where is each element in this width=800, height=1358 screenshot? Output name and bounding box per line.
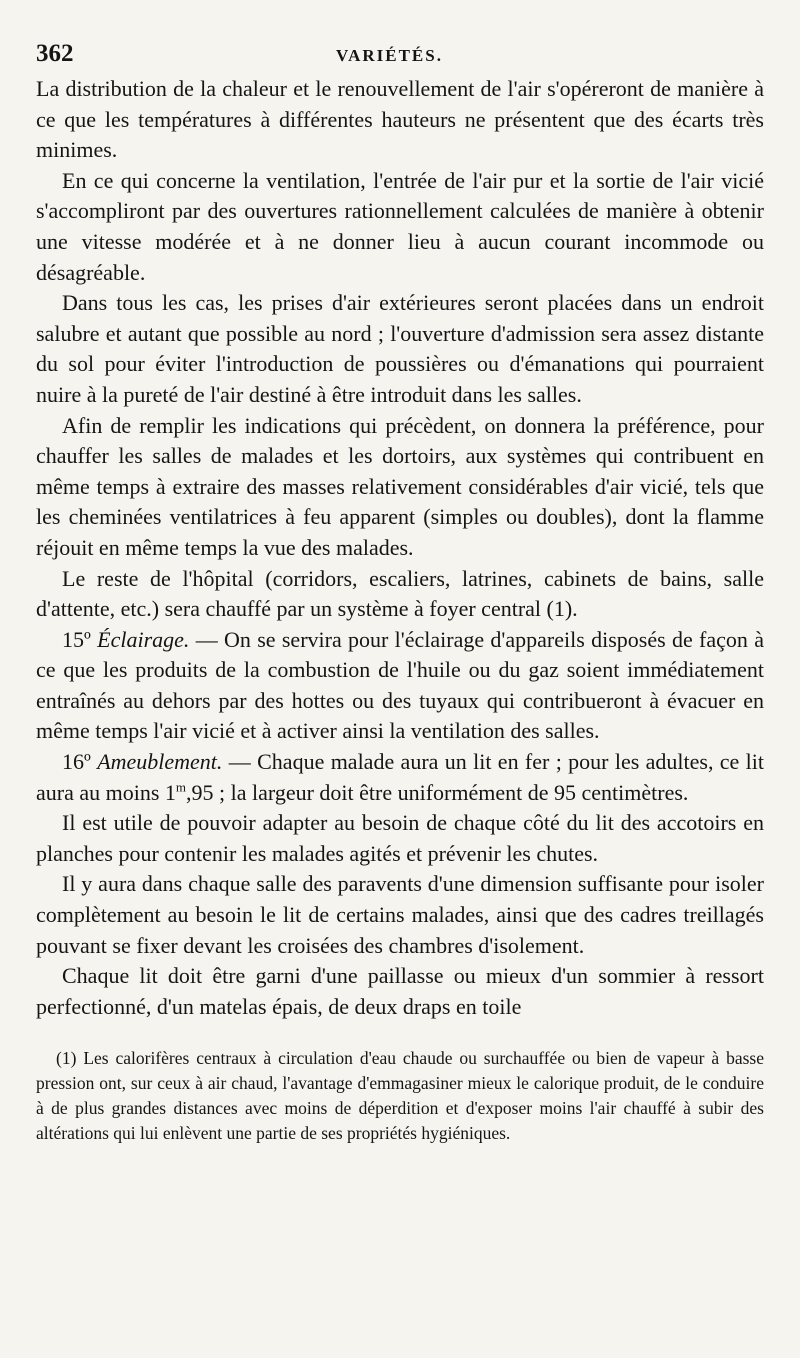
paragraph: La distribution de la chaleur et le renouvellement de l'air s'opéreront de manière à ce que les températures à différentes hauteurs ne présentent que des écarts très minimes. bbox=[36, 76, 764, 163]
section-text: — On se servira pour l'éclairage d'appareils disposés de façon à ce que les produits de la combustion de l'huile ou du gaz soient immédiatement entraînés au dehors par des hottes ou des tuyaux qui contribueront à évacuer en même temps l'air vicié et à activer ainsi la ventilation des salles. bbox=[36, 626, 764, 744]
section-eclairage bbox=[36, 625, 764, 747]
paragraph: Le reste de l'hôpital (corridors, escaliers, latrines, cabinets de bains, salle d'attente, etc.) sera chauffé par un système à foyer central (1). bbox=[36, 565, 764, 622]
paragraph: Afin de remplir les indications qui précèdent, on donnera la préférence, pour chauffer les salles de malades et les dortoirs, aux systèmes qui contribuent en même temps à extraire des masses relativement considérables d'air vicié, tels que les cheminées ventilatrices à feu apparent (simples ou doubles), dont la flamme réjouit en même temps la vue des malades. bbox=[36, 412, 764, 560]
page-header bbox=[36, 40, 764, 74]
paragraph: Dans tous les cas, les prises d'air extérieures seront placées dans un endroit salubre et autant que possible au nord ; l'ouverture d'admission sera assez distante du sol pour éviter l'introduction de poussières ou d'émanations qui pourraient nuire à la pureté de l'air destiné à être introduit dans les salles. bbox=[36, 290, 764, 407]
section-heading: Ameublement. bbox=[97, 749, 223, 775]
section-text-end: ,95 ; la largeur doit être uniformément de 95 centimètres. bbox=[186, 779, 689, 805]
section-text: — Chaque malade aura un lit en fer ; pour les adultes, ce lit aura au moins 1 bbox=[36, 749, 765, 805]
paragraph: En ce qui concerne la ventilation, l'entrée de l'air pur et la sortie de l'air vicié s'accompliront par des ouvertures rationnellement calculées de manière à obtenir une vitesse modérée et à ne donner lieu à aucun courant incommode ou désagréable. bbox=[36, 167, 764, 285]
section-ameublement bbox=[36, 747, 764, 808]
paragraph: Il est utile de pouvoir adapter au besoin de chaque côté du lit des accotoirs en planches pour contenir les malades agités et prévenir les chutes. bbox=[36, 810, 764, 866]
footnote: (1) Les calorifères centraux à circulation d'eau chaude ou surchauffée ou bien de vapeur à basse pression ont, sur ceux à air chaud, l'avantage d'emmagasiner mieux le calorique produit, de le conduire à de plus grandes distances avec moins de déperdition et d'exposer moins l'air chauffé à subir des altérations qui lui enlèvent une partie de ses propriétés hygiéniques. bbox=[36, 1048, 764, 1144]
section-number: 16º bbox=[62, 749, 91, 775]
paragraph: Chaque lit doit être garni d'une paillasse ou mieux d'un sommier à ressort perfectionné, d'un matelas épais, de deux draps en toile bbox=[36, 963, 764, 1019]
section-number: 15º bbox=[62, 626, 91, 652]
unit-superscript: m bbox=[175, 779, 187, 795]
page-number: 362 bbox=[36, 40, 74, 67]
section-heading: Éclairage. bbox=[97, 626, 190, 652]
paragraph: Il y aura dans chaque salle des paravents d'une dimension suffisante pour isoler complètement au besoin le lit de certains malades, ainsi que des cadres treillagés pouvant se fixer devant les croisées des chambres d'isolement. bbox=[36, 871, 764, 958]
body-text bbox=[36, 74, 764, 1022]
footnotes bbox=[36, 1046, 764, 1146]
running-head: VARIÉTÉS. bbox=[336, 46, 443, 65]
